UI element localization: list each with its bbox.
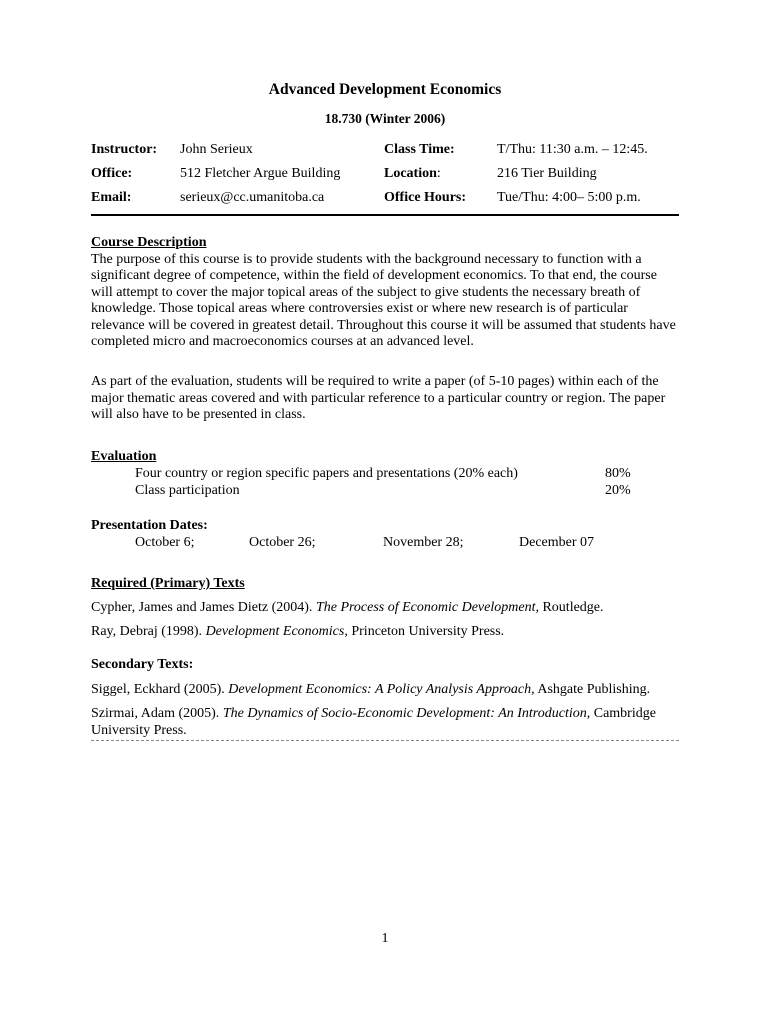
instructor-label: Instructor:	[91, 142, 158, 157]
location-colon: :	[436, 166, 441, 181]
reference-publisher: Cambridge University Press.	[91, 706, 656, 738]
course-description-section	[91, 235, 679, 351]
location-value: 216 Tier Building	[497, 166, 597, 181]
evaluation-heading: Evaluation	[91, 449, 157, 464]
required-text-reference	[91, 600, 679, 617]
course-description-paragraph-1: The purpose of this course is to provide students with the background necessary to function with a significant degree of competence, within the field of development economics. To that end, the course will attempt to cover the major topical areas of the subject to give students the necessary breath of knowledge. Those topical areas where controversies exist or where new research is of particular relevance will be covered in greatest detail. Throughout this course it will be assumed that students have completed micro and macroeconomics courses at an advanced level.	[91, 251, 676, 349]
presentation-date: October 6;	[135, 534, 195, 550]
course-description-paragraph-2: As part of the evaluation, students will be required to write a paper (of 5-10 pages) within each of the major thematic areas covered and with particular reference to a particular country or region. The paper will also have to be presented in class.	[91, 374, 666, 422]
presentation-dates-section	[91, 518, 679, 552]
evaluation-section	[91, 449, 679, 500]
secondary-texts-section	[91, 657, 679, 739]
course-info-table	[91, 142, 679, 214]
reference-title: Development Economics: A Policy Analysis Approach,	[228, 681, 535, 697]
reference-authors: Cypher, James and James Dietz (2004).	[91, 599, 316, 615]
reference-authors: Szirmai, Adam (2005).	[91, 706, 223, 721]
class-time-label: Class Time:	[384, 142, 455, 157]
location-label: Location	[384, 166, 437, 181]
presentation-dates-heading: Presentation Dates:	[91, 518, 208, 533]
required-texts-heading: Required (Primary) Texts	[91, 576, 245, 591]
reference-publisher: Ashgate Publishing.	[534, 681, 651, 697]
reference-authors: Ray, Debraj (1998).	[91, 624, 206, 639]
course-description-heading: Course Description	[91, 235, 207, 250]
header-divider	[91, 214, 679, 216]
presentation-date: December 07	[519, 534, 595, 550]
presentation-date: October 26;	[249, 534, 316, 550]
evaluation-item-label: Four country or region specific papers and presentations (20% each)	[135, 465, 518, 481]
reference-publisher: Routledge.	[538, 599, 604, 615]
presentation-dates-row	[91, 535, 679, 552]
reference-title: The Process of Economic Development,	[315, 599, 539, 615]
info-row-office	[91, 166, 679, 190]
reference-title: Development Economics	[205, 624, 345, 639]
reference-title: The Dynamics of Socio-Economic Development: An Introduction,	[222, 706, 591, 721]
secondary-text-reference	[91, 682, 679, 699]
class-time-value: T/Thu: 11:30 a.m. – 12:45.	[497, 142, 648, 157]
secondary-text-reference	[91, 706, 679, 739]
instructor-value: John Serieux	[180, 142, 253, 157]
reference-publisher: , Princeton University Press.	[344, 624, 505, 639]
info-row-email	[91, 190, 679, 214]
location-label-wrap	[384, 166, 441, 183]
info-row-instructor	[91, 142, 679, 166]
office-hours-value: Tue/Thu: 4:00– 5:00 p.m.	[497, 190, 641, 205]
email-label: Email:	[91, 190, 132, 205]
page-break-divider	[91, 740, 679, 741]
required-texts-section	[91, 576, 679, 641]
office-value: 512 Fletcher Argue Building	[180, 166, 341, 181]
office-label: Office:	[91, 166, 133, 181]
email-value: serieux@cc.umanitoba.ca	[180, 190, 325, 205]
evaluation-item-label: Class participation	[135, 482, 240, 498]
required-text-reference	[91, 624, 679, 641]
evaluation-item-weight: 80%	[605, 465, 631, 481]
reference-authors: Siggel, Eckhard (2005).	[91, 681, 229, 697]
presentation-date: November 28;	[383, 534, 464, 550]
office-hours-label: Office Hours:	[384, 190, 467, 205]
page-number: 1	[381, 931, 389, 946]
evaluation-item-weight: 20%	[605, 482, 631, 498]
evaluation-item	[91, 483, 679, 500]
secondary-texts-heading: Secondary Texts:	[91, 657, 194, 672]
document-title: Advanced Development Economics	[268, 81, 502, 98]
course-code: 18.730 (Winter 2006)	[324, 111, 446, 126]
evaluation-note-section	[91, 374, 679, 424]
evaluation-item	[91, 466, 679, 483]
